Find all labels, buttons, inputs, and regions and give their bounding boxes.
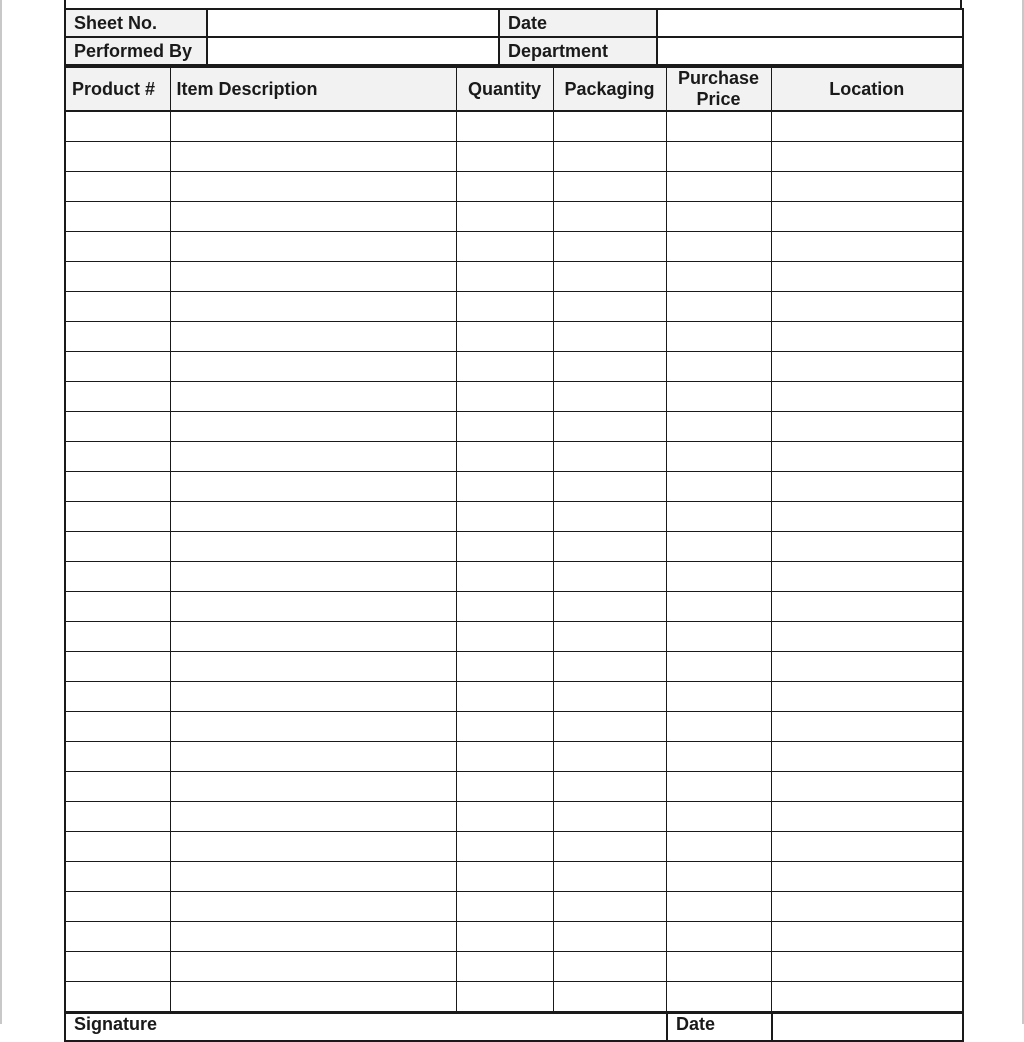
table-cell[interactable] [170, 292, 456, 322]
table-cell[interactable] [456, 472, 553, 502]
table-row [65, 652, 963, 682]
table-row [65, 412, 963, 442]
department-label: Department [499, 37, 657, 65]
table-cell[interactable] [553, 712, 666, 742]
column-header-product-number: Product # [65, 67, 170, 111]
table-cell[interactable] [666, 772, 771, 802]
table-cell[interactable] [65, 352, 170, 382]
table-cell[interactable] [456, 982, 553, 1012]
sheet-no-field[interactable] [207, 9, 499, 37]
table-cell[interactable] [170, 592, 456, 622]
table-cell[interactable] [65, 562, 170, 592]
table-cell[interactable] [771, 202, 963, 232]
table-cell[interactable] [456, 292, 553, 322]
table-cell[interactable] [170, 532, 456, 562]
table-cell[interactable] [65, 172, 170, 202]
table-cell[interactable] [170, 682, 456, 712]
table-cell[interactable] [666, 802, 771, 832]
table-cell[interactable] [456, 532, 553, 562]
table-row [65, 232, 963, 262]
table-row [65, 892, 963, 922]
table-cell[interactable] [456, 712, 553, 742]
table-cell[interactable] [771, 232, 963, 262]
table-row [65, 202, 963, 232]
table-cell[interactable] [771, 262, 963, 292]
table-cell[interactable] [65, 412, 170, 442]
table-cell[interactable] [553, 562, 666, 592]
table-row [65, 472, 963, 502]
table-cell[interactable] [456, 862, 553, 892]
table-cell[interactable] [771, 622, 963, 652]
table-cell[interactable] [553, 111, 666, 142]
table-cell[interactable] [771, 772, 963, 802]
table-row [65, 382, 963, 412]
table-cell[interactable] [553, 142, 666, 172]
table-cell[interactable] [170, 442, 456, 472]
table-cell[interactable] [771, 862, 963, 892]
table-cell[interactable] [771, 802, 963, 832]
table-cell[interactable] [65, 892, 170, 922]
table-cell[interactable] [170, 262, 456, 292]
table-row [65, 562, 963, 592]
table-cell[interactable] [553, 682, 666, 712]
table-cell[interactable] [553, 832, 666, 862]
table-cell[interactable] [170, 862, 456, 892]
column-header-purchase-price: Purchase Price [666, 67, 771, 111]
table-cell[interactable] [456, 622, 553, 652]
performed-by-label: Performed By [65, 37, 207, 65]
table-cell[interactable] [666, 532, 771, 562]
table-cell[interactable] [170, 832, 456, 862]
table-cell[interactable] [456, 592, 553, 622]
table-cell[interactable] [553, 772, 666, 802]
table-cell[interactable] [553, 232, 666, 262]
info-row-sheet [65, 9, 963, 37]
table-row [65, 142, 963, 172]
table-cell[interactable] [65, 592, 170, 622]
table-cell[interactable] [65, 952, 170, 982]
table-cell[interactable] [170, 232, 456, 262]
table-cell[interactable] [456, 442, 553, 472]
table-cell[interactable] [65, 292, 170, 322]
table-row [65, 922, 963, 952]
table-cell[interactable] [666, 502, 771, 532]
table-cell[interactable] [65, 202, 170, 232]
table-cell[interactable] [666, 292, 771, 322]
table-cell[interactable] [65, 712, 170, 742]
footer-row [65, 1013, 963, 1041]
table-cell[interactable] [65, 532, 170, 562]
table-row [65, 502, 963, 532]
table-cell[interactable] [65, 682, 170, 712]
table-cell[interactable] [170, 412, 456, 442]
sheet-footer-table [64, 1012, 964, 1042]
table-cell[interactable] [771, 472, 963, 502]
table-cell[interactable] [456, 652, 553, 682]
table-cell[interactable] [170, 952, 456, 982]
table-cell[interactable] [553, 502, 666, 532]
table-cell[interactable] [65, 862, 170, 892]
table-cell[interactable] [553, 742, 666, 772]
table-row [65, 262, 963, 292]
signature-label: Signature [65, 1013, 667, 1041]
table-cell[interactable] [170, 622, 456, 652]
table-cell[interactable] [666, 322, 771, 352]
table-cell[interactable] [666, 352, 771, 382]
table-cell[interactable] [771, 502, 963, 532]
footer-date-field[interactable] [772, 1013, 963, 1041]
table-cell[interactable] [666, 232, 771, 262]
table-cell[interactable] [456, 952, 553, 982]
table-cell[interactable] [170, 352, 456, 382]
table-cell[interactable] [666, 892, 771, 922]
table-cell[interactable] [771, 592, 963, 622]
table-row [65, 111, 963, 142]
table-cell[interactable] [771, 982, 963, 1012]
table-cell[interactable] [771, 412, 963, 442]
table-cell[interactable] [65, 322, 170, 352]
table-cell[interactable] [771, 892, 963, 922]
table-cell[interactable] [553, 892, 666, 922]
table-cell[interactable] [170, 712, 456, 742]
table-cell[interactable] [771, 562, 963, 592]
table-row [65, 952, 963, 982]
table-cell[interactable] [666, 682, 771, 712]
table-cell[interactable] [456, 832, 553, 862]
table-cell[interactable] [65, 652, 170, 682]
table-cell[interactable] [456, 742, 553, 772]
table-cell[interactable] [771, 382, 963, 412]
table-cell[interactable] [666, 172, 771, 202]
table-cell[interactable] [553, 262, 666, 292]
grid-body [65, 111, 963, 1012]
table-cell[interactable] [553, 652, 666, 682]
table-cell[interactable] [65, 982, 170, 1012]
department-field[interactable] [657, 37, 963, 65]
table-cell[interactable] [771, 832, 963, 862]
table-row [65, 532, 963, 562]
table-cell[interactable] [771, 682, 963, 712]
table-cell[interactable] [170, 772, 456, 802]
date-label: Date [499, 9, 657, 37]
performed-by-field[interactable] [207, 37, 499, 65]
table-cell[interactable] [553, 472, 666, 502]
table-cell[interactable] [65, 832, 170, 862]
table-cell[interactable] [553, 412, 666, 442]
table-cell[interactable] [65, 111, 170, 142]
table-cell[interactable] [666, 982, 771, 1012]
table-cell[interactable] [456, 202, 553, 232]
table-cell[interactable] [553, 982, 666, 1012]
table-cell[interactable] [553, 952, 666, 982]
table-cell[interactable] [553, 352, 666, 382]
table-cell[interactable] [771, 652, 963, 682]
date-field[interactable] [657, 9, 963, 37]
table-row [65, 322, 963, 352]
column-header-quantity: Quantity [456, 67, 553, 111]
table-cell[interactable] [771, 442, 963, 472]
table-cell[interactable] [666, 742, 771, 772]
table-cell[interactable] [170, 472, 456, 502]
table-cell[interactable] [456, 502, 553, 532]
table-row [65, 352, 963, 382]
table-cell[interactable] [456, 172, 553, 202]
table-cell[interactable] [65, 382, 170, 412]
table-cell[interactable] [553, 802, 666, 832]
table-cell[interactable] [666, 202, 771, 232]
table-cell[interactable] [170, 502, 456, 532]
table-cell[interactable] [666, 262, 771, 292]
table-cell[interactable] [170, 652, 456, 682]
table-cell[interactable] [666, 142, 771, 172]
table-cell[interactable] [65, 772, 170, 802]
table-cell[interactable] [456, 682, 553, 712]
table-cell[interactable] [666, 622, 771, 652]
table-cell[interactable] [456, 922, 553, 952]
table-cell[interactable] [170, 742, 456, 772]
inventory-grid [64, 66, 964, 1012]
table-cell[interactable] [666, 111, 771, 142]
table-cell[interactable] [666, 922, 771, 952]
table-cell[interactable] [553, 292, 666, 322]
table-cell[interactable] [170, 111, 456, 142]
table-cell[interactable] [553, 532, 666, 562]
table-cell[interactable] [666, 862, 771, 892]
table-cell[interactable] [666, 712, 771, 742]
table-cell[interactable] [456, 142, 553, 172]
page-left-edge [0, 0, 2, 1024]
table-cell[interactable] [553, 592, 666, 622]
table-cell[interactable] [456, 412, 553, 442]
table-cell[interactable] [771, 292, 963, 322]
table-cell[interactable] [771, 172, 963, 202]
table-cell[interactable] [65, 472, 170, 502]
table-row [65, 772, 963, 802]
table-cell[interactable] [771, 532, 963, 562]
table-cell[interactable] [170, 892, 456, 922]
inventory-sheet [64, 0, 962, 1038]
table-cell[interactable] [456, 802, 553, 832]
table-row [65, 442, 963, 472]
table-cell[interactable] [666, 952, 771, 982]
table-cell[interactable] [771, 142, 963, 172]
table-cell[interactable] [771, 111, 963, 142]
table-cell[interactable] [65, 502, 170, 532]
grid-header-row [65, 67, 963, 111]
table-cell[interactable] [553, 862, 666, 892]
table-cell[interactable] [65, 622, 170, 652]
table-cell[interactable] [65, 142, 170, 172]
table-cell[interactable] [553, 322, 666, 352]
table-cell[interactable] [553, 442, 666, 472]
table-cell[interactable] [771, 922, 963, 952]
table-cell[interactable] [456, 322, 553, 352]
column-header-item-description: Item Description [170, 67, 456, 111]
table-row [65, 712, 963, 742]
table-cell[interactable] [65, 802, 170, 832]
column-header-packaging: Packaging [553, 67, 666, 111]
table-cell[interactable] [65, 262, 170, 292]
sheet-top-strip [64, 0, 962, 8]
table-cell[interactable] [170, 322, 456, 352]
table-cell[interactable] [170, 202, 456, 232]
table-cell[interactable] [456, 232, 553, 262]
table-cell[interactable] [65, 922, 170, 952]
table-cell[interactable] [65, 232, 170, 262]
sheet-no-label: Sheet No. [65, 9, 207, 37]
table-cell[interactable] [771, 352, 963, 382]
table-cell[interactable] [553, 922, 666, 952]
table-cell[interactable] [553, 382, 666, 412]
table-cell[interactable] [170, 142, 456, 172]
table-row [65, 832, 963, 862]
table-cell[interactable] [456, 352, 553, 382]
table-cell[interactable] [456, 262, 553, 292]
table-row [65, 622, 963, 652]
table-cell[interactable] [666, 652, 771, 682]
table-cell[interactable] [456, 111, 553, 142]
table-row [65, 682, 963, 712]
table-cell[interactable] [170, 922, 456, 952]
table-cell[interactable] [666, 442, 771, 472]
info-row-performed [65, 37, 963, 65]
table-cell[interactable] [170, 982, 456, 1012]
table-cell[interactable] [771, 952, 963, 982]
table-cell[interactable] [456, 892, 553, 922]
table-cell[interactable] [170, 802, 456, 832]
table-cell[interactable] [170, 172, 456, 202]
column-header-location: Location [771, 67, 963, 111]
footer-date-label: Date [667, 1013, 772, 1041]
table-cell[interactable] [170, 382, 456, 412]
table-cell[interactable] [666, 472, 771, 502]
table-row [65, 292, 963, 322]
table-cell[interactable] [553, 622, 666, 652]
table-cell[interactable] [666, 592, 771, 622]
table-cell[interactable] [456, 382, 553, 412]
table-row [65, 592, 963, 622]
table-cell[interactable] [65, 442, 170, 472]
table-cell[interactable] [771, 712, 963, 742]
table-row [65, 172, 963, 202]
table-cell[interactable] [666, 832, 771, 862]
table-cell[interactable] [666, 412, 771, 442]
table-row [65, 862, 963, 892]
table-row [65, 742, 963, 772]
table-cell[interactable] [65, 742, 170, 772]
table-cell[interactable] [456, 772, 553, 802]
sheet-info-table [64, 8, 964, 66]
table-cell[interactable] [771, 322, 963, 352]
table-row [65, 982, 963, 1012]
table-cell[interactable] [456, 562, 553, 592]
table-cell[interactable] [771, 742, 963, 772]
table-row [65, 802, 963, 832]
table-cell[interactable] [553, 202, 666, 232]
table-cell[interactable] [553, 172, 666, 202]
table-cell[interactable] [170, 562, 456, 592]
table-cell[interactable] [666, 562, 771, 592]
table-cell[interactable] [666, 382, 771, 412]
